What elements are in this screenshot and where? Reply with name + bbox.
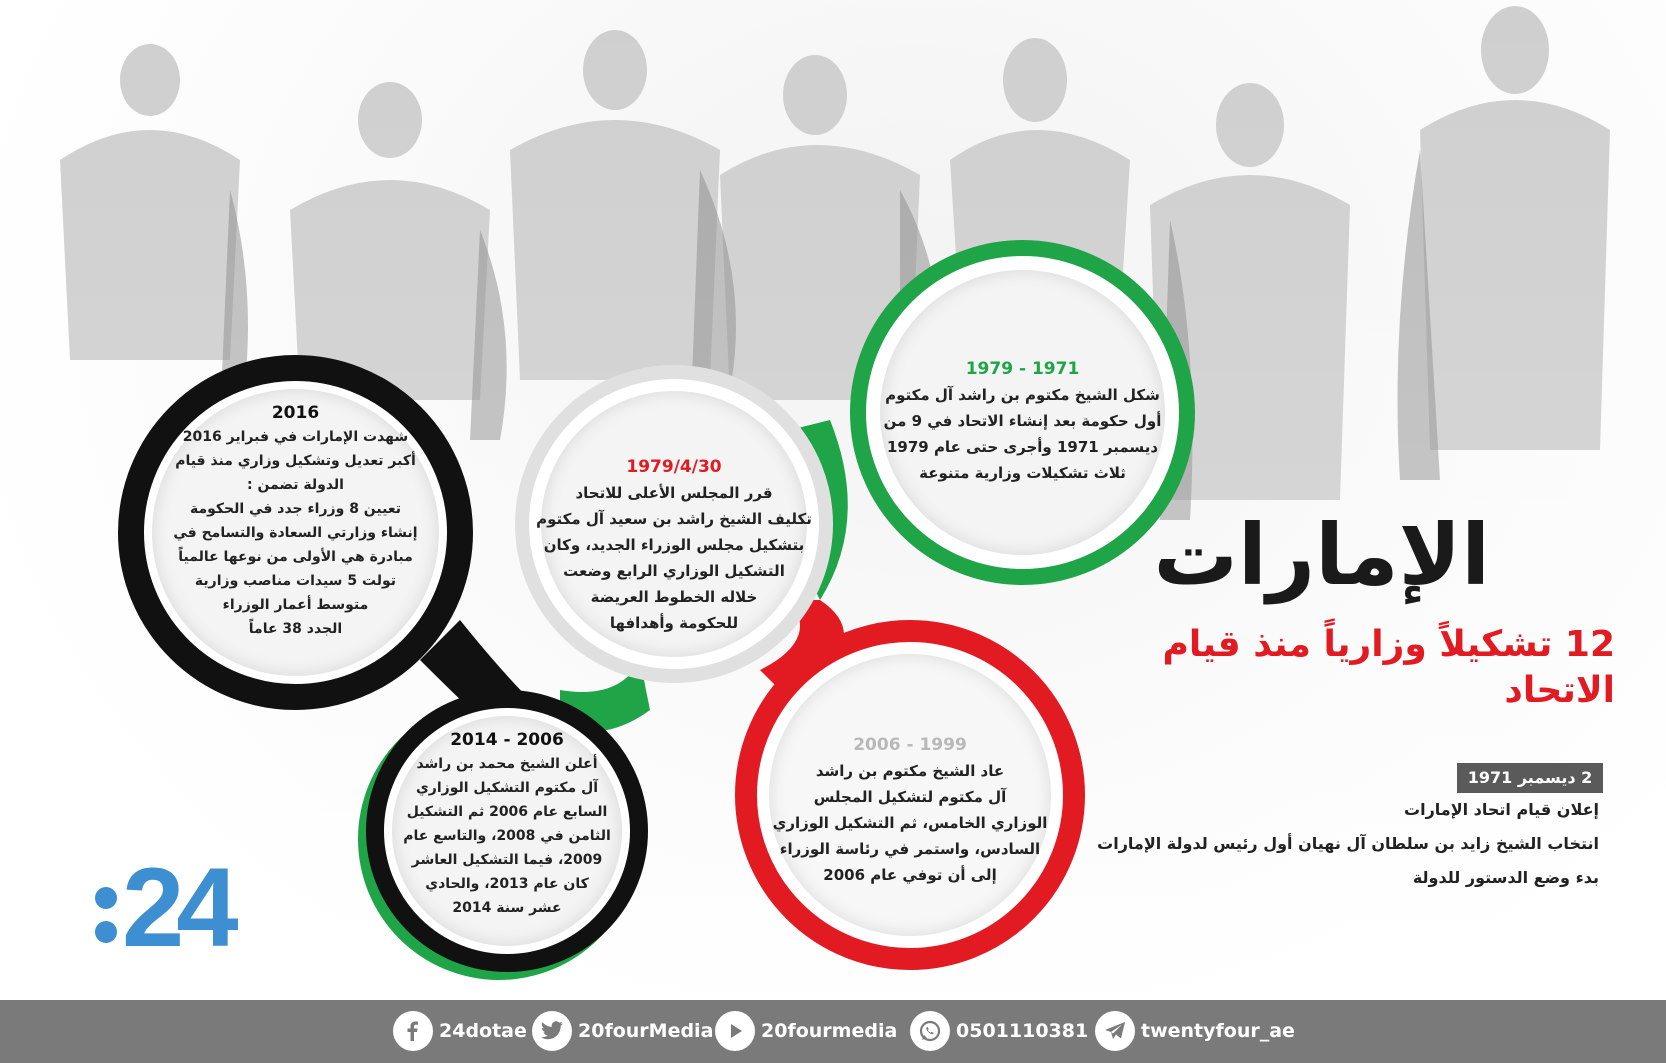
timeline-circle-1999-2006 [735,620,1085,970]
social-facebook[interactable] [393,1010,527,1052]
timeline-line: شهدت الإمارات في فبراير 2016 [182,429,409,445]
timeline-circle-1971-1979 [850,240,1195,585]
timeline-line: عاد الشيخ مكتوم بن راشد [815,762,1005,780]
timeline-line: الثامن في 2008، والتاسع عام [403,828,611,844]
timeline-date: 2006 - 2014 [450,730,564,750]
event-item: بدء وضع الدستور للدولة [1412,868,1599,887]
timeline-line: مبادرة هي الأولى من نوعها عالمياً [178,549,413,565]
timeline-line: الوزاري الخامس، ثم التشكيل الوزاري [772,814,1048,832]
twitter-icon [532,1011,572,1051]
timeline-line: 2009، فيما التشكيل العاشر [411,852,603,868]
social-whatsapp[interactable] [910,1010,1088,1052]
svg-text:24: 24 [122,850,231,950]
timeline-line: أعلن الشيخ محمد بن راشد [416,756,598,772]
timeline-line: تولت 5 سيدات مناصب وزارية [194,573,397,589]
timeline-line: للحكومة وأهدافها [609,614,739,632]
timeline-line: قرر المجلس الأعلى للاتحاد [575,484,773,502]
timeline-line: التشكيل الوزاري الرابع وضعت [563,562,785,580]
timeline-line: السابع عام 2006 ثم التشكيل [406,804,608,820]
timeline-line: أكبر تعديل وتشكيل وزاري منذ قيام [175,453,416,469]
youtube-icon [715,1011,755,1051]
timeline-circle-2006-2014 [366,690,648,972]
timeline-line: آل مكتوم لتشكيل المجلس [813,788,1007,806]
timeline-line: عشر سنة 2014 [452,900,562,916]
timeline-date: 1999 - 2006 [853,735,967,755]
page-subtitle: 12 تشكيلاً وزارياً منذ قيام الاتحاد [1162,624,1615,711]
timeline-date: 1979/4/30 [626,457,722,477]
timeline-circle-1979 [515,365,833,683]
date-badge: 2 ديسمبر 1971 [1457,763,1603,793]
timeline-line: آل مكتوم التشكيل الوزاري [415,780,599,796]
timeline-date: 2016 [271,403,320,423]
social-telegram[interactable] [1095,1010,1295,1052]
brand-logo [92,850,252,950]
timeline-line: متوسط أعمار الوزراء [222,597,369,613]
timeline-line: إلى أن توفي عام 2006 [823,866,997,884]
event-item: إعلان قيام اتحاد الإمارات [1404,800,1599,819]
timeline-date: 1971 - 1979 [965,359,1080,379]
timeline-line: أول حكومة بعد إنشاء الاتحاد في 9 من [883,412,1162,430]
timeline-line: ديسمبر 1971 وأجرى حتى عام 1979 [886,438,1159,456]
event-item: انتخاب الشيخ زايد بن سلطان آل نهيان أول رئيس لدولة الإمارات [1097,834,1599,853]
timeline-line: الدولة تضمن : [247,477,344,493]
timeline-line: تعيين 8 وزراء جدد في الحكومة [189,501,401,517]
timeline-line: بتشكيل مجلس الوزراء الجديد، وكان [543,536,805,554]
timeline-line: السادس، واستمر في رئاسة الوزراء [779,840,1041,858]
timeline-line: تكليف الشيخ راشد بن سعيد آل مكتوم [536,510,812,528]
page-title: الإمارات [1153,506,1490,604]
social-label: 20fourmedia [761,1020,898,1042]
social-label: 20fourMedia [578,1020,714,1042]
timeline-line: الجدد 38 عاماً [248,621,343,637]
timeline-line: شكل الشيخ مكتوم بن راشد آل مكتوم [885,386,1160,404]
timeline-line: خلاله الخطوط العريضة [590,588,758,606]
timeline-line: إنشاء وزارتي السعادة والتسامح في [173,525,418,541]
timeline-line: كان عام 2013، والحادي [425,876,589,892]
social-twitter[interactable] [532,1010,713,1052]
timeline-circle-2016 [118,355,473,710]
social-label: 0501110381 [956,1020,1089,1042]
social-youtube[interactable] [715,1010,897,1052]
timeline-line: ثلاث تشكيلات وزارية متنوعة [919,464,1126,482]
social-label: twentyfour_ae [1141,1020,1295,1042]
facebook-icon [393,1011,433,1051]
social-label: 24dotae [439,1020,527,1042]
telegram-icon [1095,1011,1135,1051]
whatsapp-icon [910,1011,950,1051]
